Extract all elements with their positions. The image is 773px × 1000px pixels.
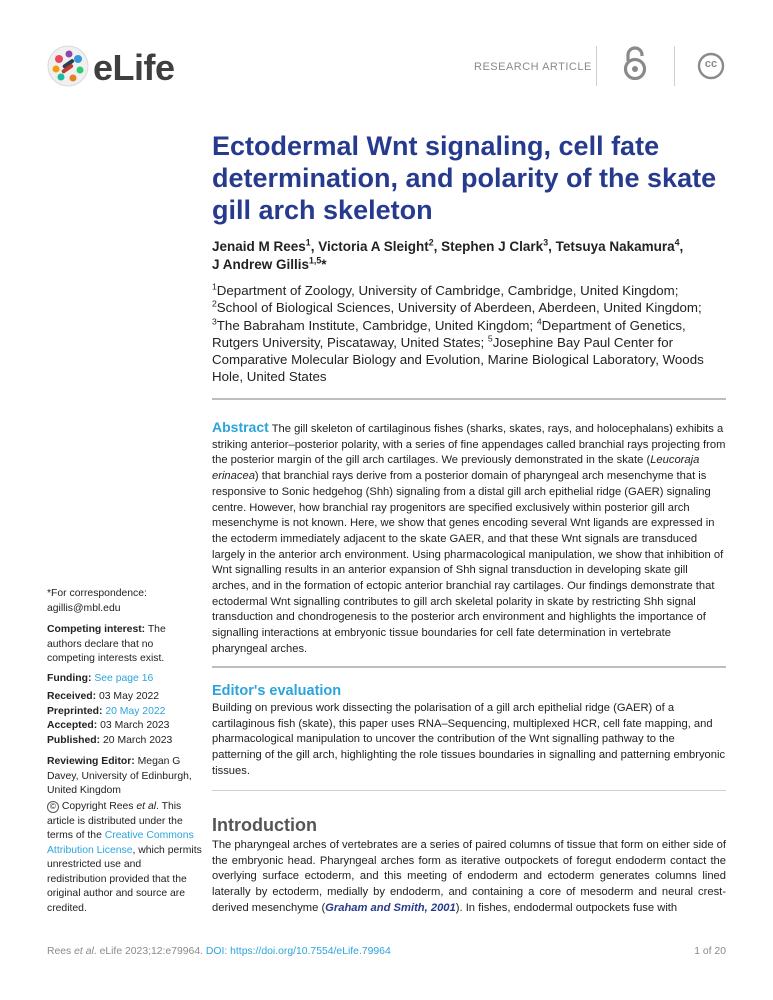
accepted-label: Accepted:: [47, 720, 98, 731]
author-name[interactable]: Victoria A Sleight: [318, 239, 429, 254]
affil-sup: 4: [536, 316, 542, 327]
competing-interest-label: Competing interest:: [47, 624, 146, 635]
copyright-text: . This article is distributed under the terms of the: [47, 801, 183, 841]
introduction-text: [212, 838, 726, 917]
author-separator: ,: [548, 239, 556, 254]
author-name[interactable]: J Andrew Gillis: [212, 257, 310, 272]
funding-link[interactable]: See page 16: [94, 673, 154, 684]
affil-sup: 3: [212, 316, 217, 327]
species-name: Leucoraja erinacea: [212, 454, 700, 483]
intro-paragraph: ). In fishes, endodermal outpockets fuse with: [455, 901, 678, 914]
author-affil-sup: 1: [305, 237, 311, 248]
competing-interest-text: The authors declare that no competing interests exist.: [47, 624, 166, 664]
abstract-text: The gill skeleton of cartilaginous fishes (sharks, skates, rays, and holocephalans) exhibits a striking anterior–posterior polarity, with a series of fine appendages called branchial rays projecting from the posterior margin of the gill arch cartilages. We previously demonstrated in the skate (: [212, 423, 726, 467]
dates-block: [47, 690, 202, 748]
footer-prefix: Rees: [47, 946, 75, 957]
copyright-text: Copyright Rees: [59, 801, 137, 812]
editor-evaluation-text: Building on previous work dissecting the polarisation of a gill arch epithelial ridge (GAER) of a cartilaginous fish (skate), this paper uses RNA–Sequencing, multiplexed HCR, cell fate mapping, and pharmacological manipulation to uncover the contribution of the Wnt signalling pathway to the patterning of the gill arch, highlighting the role tissues boundaries in signalling and patterning embryonic tissues.: [212, 702, 726, 777]
open-access-lock-icon: [621, 45, 649, 81]
author-separator: *: [321, 257, 327, 272]
affiliation: School of Biological Sciences, University of Aberdeen, Aberdeen, United Kingdom;: [216, 300, 702, 316]
footer-citation: [47, 946, 391, 957]
affiliation: The Babraham Institute, Cambridge, United Kingdom;: [216, 317, 537, 333]
editor-evaluation-heading: Editor's evaluation: [212, 683, 342, 699]
author-name[interactable]: Stephen J Clark: [441, 239, 544, 254]
creative-commons-icon: [697, 52, 725, 80]
article-title: Ectodermal Wnt signaling, cell fate determination, and polarity of the skate gill arch skeleton: [212, 131, 717, 225]
cc-icon-text: cc: [704, 58, 718, 70]
abstract: [212, 420, 726, 658]
header-divider: [674, 46, 675, 86]
author-separator: ,: [433, 239, 442, 254]
footer-etal: et al: [74, 946, 94, 957]
intro-paragraph: The pharyngeal arches of vertebrates are a series of paired columns of tissue that form on either side of the embryonic head. Pharyngeal arches form as iterative outpockets of foregut endoderm contact the overlying surface ectoderm, and this meeting of endoderm and ectoderm generates columns lined laterally by ectoderm, medially by endoderm, and containing a core of mesoderm and neural crest-derived mesenchyme (: [212, 839, 726, 914]
author-affil-sup: 2: [428, 237, 434, 248]
abstract-bottom-rule: [212, 666, 726, 668]
received-label: Received:: [47, 691, 97, 702]
elife-logo-text: eLife: [93, 47, 175, 88]
article-type-label: RESEARCH ARTICLE: [474, 61, 592, 73]
author-separator: ,: [679, 239, 684, 254]
correspondence-block: [47, 587, 202, 616]
affiliation: Department of Genetics, Rutgers University, Piscataway, United States;: [212, 317, 686, 350]
page-number: 1 of 20: [694, 946, 726, 957]
reviewing-editor-block: [47, 755, 202, 799]
section-rule: [212, 790, 726, 791]
correspondence-label: *For correspondence:: [47, 588, 147, 599]
competing-interest-block: [47, 623, 202, 667]
preprinted-label: Preprinted:: [47, 705, 103, 717]
author-affil-sup: 4: [674, 237, 680, 248]
published-date: 20 March 2023: [100, 734, 173, 746]
author-affil-sup: 1,5: [309, 255, 322, 266]
author-list: [212, 238, 732, 274]
introduction-heading: Introduction: [212, 815, 317, 835]
author-name[interactable]: Tetsuya Nakamura: [555, 239, 675, 254]
copyright-block: [47, 800, 202, 916]
affiliation-list: [212, 282, 732, 386]
author-affil-sup: 3: [543, 237, 549, 248]
author-separator: ,: [310, 239, 319, 254]
author-name[interactable]: Jenaid M Rees: [212, 239, 306, 254]
doi-link[interactable]: DOI: https://doi.org/10.7554/eLife.79964: [205, 946, 391, 957]
abstract-top-rule: [212, 398, 726, 400]
copyright-icon: ©: [47, 801, 59, 813]
abstract-text: ) that branchial rays derive from a posterior domain of pharyngeal arch mesenchyme that is responsive to Sonic hedgehog (Shh) signaling from a distal gill arch epithelial ridge (GAER) signaling centre. However, how branchial ray progenitors are specified exclusively within posterior gill arch mesenchyme is not known. Here, we show that genes encoding several Wnt ligands are expressed in the ectoderm immediately adjacent to the skate GAER, and that these Wnt signals are transduced largely in the anterior arch environment. Using pharmacological manipulation, we show that inhibition of Wnt signalling results in an anterior expansion of Shh signal transduction in developing skate gill arches, and in the formation of ectopic anterior branchial ray cartilages. Our findings demonstrate that ectodermal Wnt signalling contributes to gill arch skeletal polarity in skate by restricting Shh signal transduction and chondrogenesis to the posterior arch environment and highlights the importance of signalling interactions at embryonic tissue boundaries for cell fate determination in vertebrate pharyngeal arches.: [212, 470, 724, 655]
citation-link[interactable]: Graham and Smith, 2001: [325, 901, 456, 914]
accepted-date: 03 March 2023: [97, 720, 170, 731]
footer-journal: . eLife 2023;12:e79964.: [93, 946, 206, 957]
funding-block: [47, 672, 202, 687]
received-date: 03 May 2022: [96, 691, 160, 702]
elife-logo-icon: [47, 45, 89, 87]
header-divider: [596, 46, 597, 86]
correspondence-email[interactable]: agillis@mbl.edu: [47, 602, 121, 614]
published-label: Published:: [47, 734, 101, 746]
affil-sup: 1: [212, 281, 217, 292]
preprinted-link[interactable]: 20 May 2022: [105, 705, 166, 717]
funding-label: Funding:: [47, 673, 92, 684]
affiliation: Department of Zoology, University of Cambridge, Cambridge, United Kingdom;: [216, 283, 679, 298]
copyright-text: , which permits unrestricted use and redistribution provided that the original author and source are credited.: [47, 844, 202, 914]
abstract-heading: Abstract: [212, 419, 269, 435]
reviewing-editor-text: Megan G Davey, University of Edinburgh, United Kingdom: [47, 756, 192, 796]
license-link[interactable]: Creative Commons Attribution License: [47, 830, 194, 856]
affil-sup: 5: [487, 333, 493, 344]
copyright-etal: et al: [136, 801, 157, 812]
reviewing-editor-label: Reviewing Editor:: [47, 756, 135, 767]
affiliation: Josephine Bay Paul Center for Comparative Molecular Biology and Evolution, Marine Biological Laboratory, Woods Hole, United States: [212, 334, 704, 385]
affil-sup: 2: [212, 298, 217, 309]
